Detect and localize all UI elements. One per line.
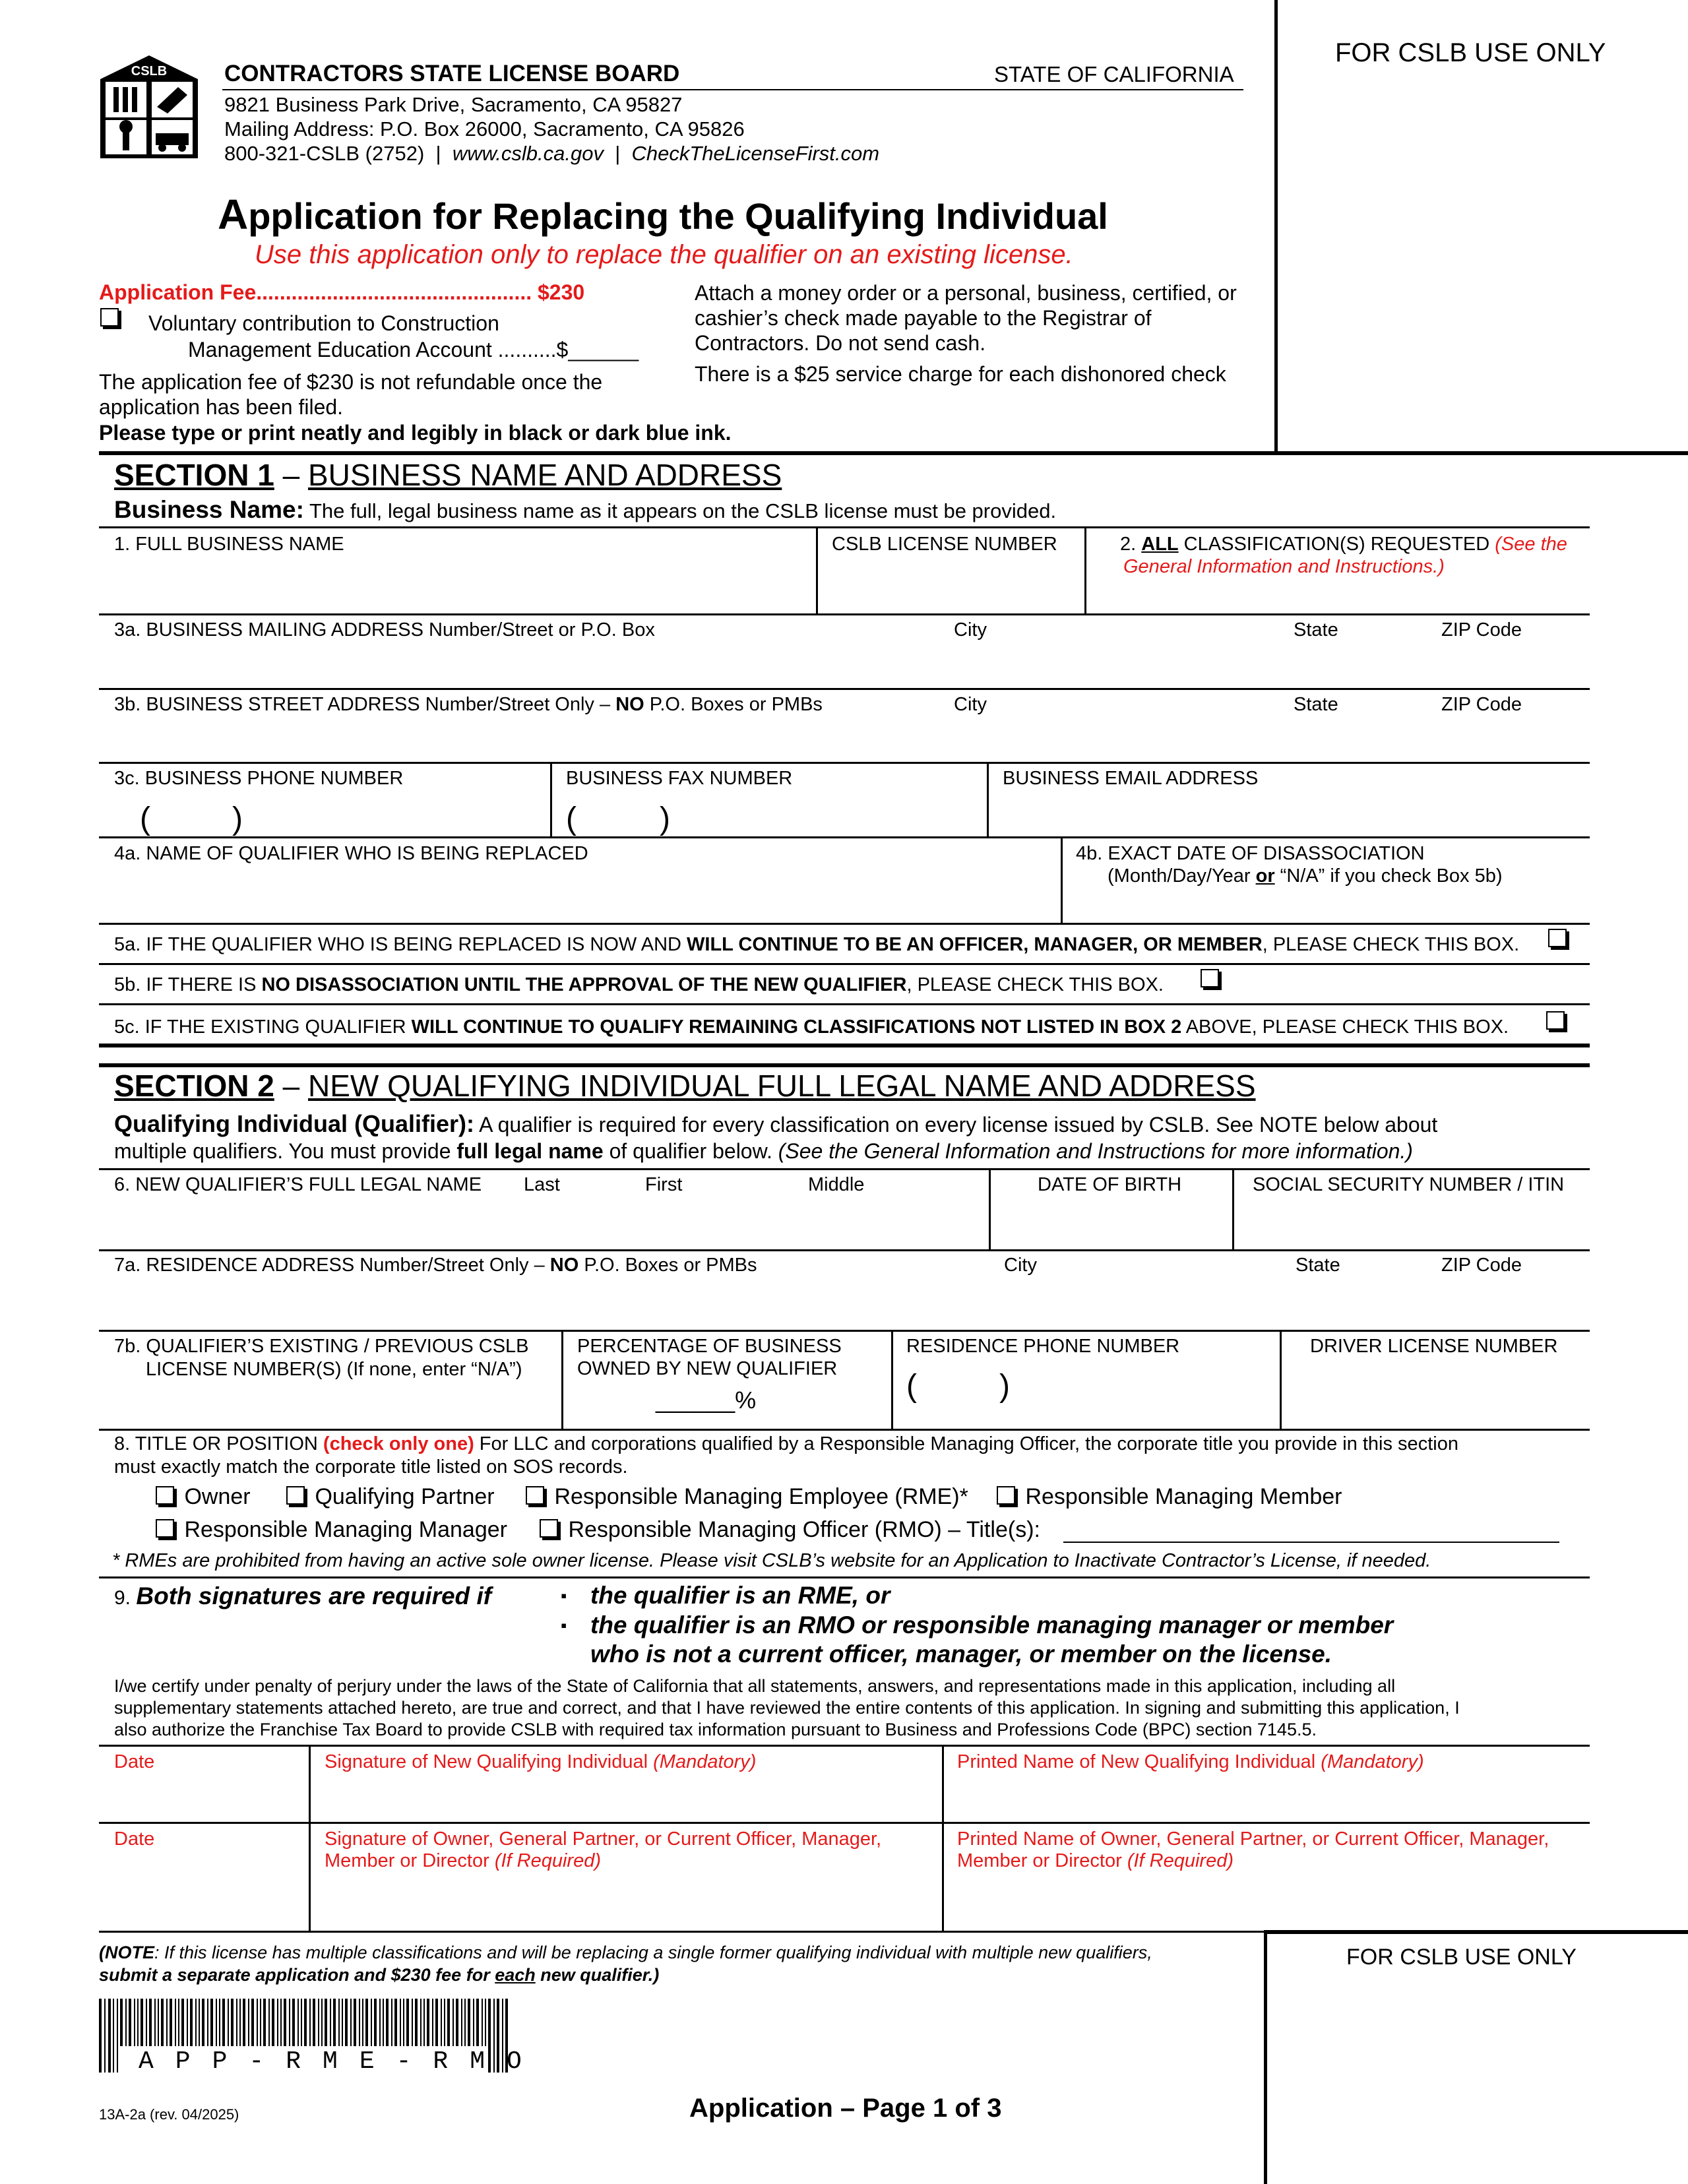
owner-date-input[interactable] <box>106 1854 303 1926</box>
cslb-use-box-bottom-border <box>1264 1930 1267 2184</box>
box-5a-checkbox[interactable] <box>1548 931 1571 950</box>
classifications-prefix: 2. <box>1120 534 1142 555</box>
new-qualifier-name-input[interactable] <box>106 1197 976 1247</box>
mailing-address-label: 3a. BUSINESS MAILING ADDRESS Number/Street or P.O. Box <box>114 619 655 640</box>
form-title <box>218 190 1108 239</box>
row-rule <box>99 1822 1590 1824</box>
existing-license-label-line1: 7b. QUALIFIER’S EXISTING / PREVIOUS CSLB <box>114 1336 529 1357</box>
owner-printed-name-label-line2 <box>957 1850 1234 1872</box>
box-5b-label <box>114 974 1164 996</box>
note-label: NOTE <box>105 1943 155 1962</box>
col-divider <box>1232 1168 1234 1249</box>
certification-line1: I/we certify under penalty of perjury under the laws of the State of California that all statements, answers, and representations made in this application, including all <box>114 1676 1396 1696</box>
box-5a-post: , PLEASE CHECK THIS BOX. <box>1262 934 1520 955</box>
row-rule <box>99 1931 1265 1933</box>
row-rule <box>99 1330 1590 1332</box>
residence-phone-paren-open: ( <box>906 1369 917 1404</box>
rmo-title-input[interactable] <box>1063 1542 1559 1543</box>
row-rule <box>99 1576 1590 1578</box>
agency-contacts <box>224 141 879 166</box>
certification-line3: also authorize the Franchise Tax Board to provide CSLB with required tax information pursuant to Business and Professions Code (BPC) section 7145.5. <box>114 1720 1317 1739</box>
mailing-city-label: City <box>954 619 987 640</box>
note2-pre: submit a separate application and $230 fee for <box>99 1965 495 1985</box>
row-rule <box>99 762 1590 764</box>
section1-number: SECTION 1 <box>114 458 274 492</box>
row-rule <box>99 613 1590 615</box>
row-rule <box>99 526 1590 528</box>
business-name-intro <box>114 496 1056 524</box>
managing-manager-label: Responsible Managing Manager <box>184 1517 507 1542</box>
ownership-percentage-label-line1: PERCENTAGE OF BUSINESS <box>577 1336 842 1357</box>
agency-name: CONTRACTORS STATE LICENSE BOARD <box>224 61 680 86</box>
disassociation-date-input[interactable] <box>1069 889 1583 919</box>
new-qualifier-name-label: 6. NEW QUALIFIER’S FULL LEGAL NAME <box>114 1174 482 1195</box>
row-rule <box>99 1429 1590 1431</box>
existing-license-input[interactable] <box>106 1383 554 1425</box>
section2-top-rule <box>99 1044 1590 1047</box>
street-zip-label: ZIP Code <box>1441 694 1522 715</box>
residence-state-label: State <box>1296 1255 1340 1276</box>
cslb-use-only-top: FOR CSLB USE ONLY <box>1335 38 1606 67</box>
title-position-post: For LLC and corporations qualified by a Responsible Managing Officer, the corporate title you provide in this section <box>474 1433 1458 1454</box>
rmo-option[interactable] <box>540 1517 1040 1543</box>
title-position-line2: must exactly match the corporate title listed on SOS records. <box>114 1456 628 1478</box>
box-5c-checkbox[interactable] <box>1546 1014 1569 1032</box>
phone-paren-open: ( <box>140 801 150 836</box>
payment-instructions-line2: cashier’s check made payable to the Registrar of <box>695 306 1152 330</box>
payment-instructions-line3: Contractors. Do not send cash. <box>695 331 986 355</box>
qualifier-intro-line2 <box>114 1139 1413 1164</box>
form-revision: 13A-2a (rev. 04/2025) <box>99 2106 239 2123</box>
col-divider <box>987 762 989 836</box>
street-address-no: NO <box>615 694 644 715</box>
box-5c-post: ABOVE, PLEASE CHECK THIS BOX. <box>1181 1016 1509 1038</box>
qualifier-intro <box>114 1110 1437 1138</box>
business-fax-input[interactable] <box>557 792 980 834</box>
note-text: : If this license has multiple classifications and will be replacing a single former qualifying individual with multiple new qualifiers, <box>154 1943 1152 1962</box>
box-5b-bold: NO DISASSOCIATION UNTIL THE APPROVAL OF THE NEW QUALIFIER <box>261 974 907 995</box>
box-5c-pre: 5c. IF THE EXISTING QUALIFIER <box>114 1016 412 1038</box>
date-of-birth-label: DATE OF BIRTH <box>1038 1174 1182 1195</box>
owner-date-label: Date <box>114 1828 155 1850</box>
new-qualifier-signature-label <box>325 1751 756 1773</box>
last-name-label: Last <box>524 1174 560 1195</box>
row-rule <box>99 1168 1590 1170</box>
signatures-required-title: Both signatures are required if <box>136 1582 492 1609</box>
middle-name-label: Middle <box>808 1174 865 1195</box>
street-city-label: City <box>954 694 987 715</box>
qualifier-intro-line2-pre: multiple qualifiers. You must provide <box>114 1139 457 1163</box>
owner-signature-text: Member or Director <box>325 1850 495 1871</box>
col-divider <box>309 1745 311 1931</box>
date-of-birth-input[interactable] <box>996 1197 1227 1247</box>
first-name-label: First <box>645 1174 683 1195</box>
signatures-required-number: 9. <box>114 1587 131 1609</box>
street-address-prefix: 3b. BUSINESS STREET ADDRESS Number/Street Only – <box>114 694 616 715</box>
rmo-label: Responsible Managing Officer (RMO) – Title(s): <box>568 1517 1040 1542</box>
owner-signature-label-line1: Signature of Owner, General Partner, or Current Officer, Manager, <box>325 1828 882 1850</box>
signatures-condition-rmo-cont: who is not a current officer, manager, or member on the license. <box>590 1640 1332 1668</box>
owner-signature-label-line2 <box>325 1850 601 1872</box>
new-qualifier-signature-text: Signature of New Qualifying Individual <box>325 1751 654 1772</box>
rme-note: * RMEs are prohibited from having an active sole owner license. Please visit CSLB’s website for an Application to Inactivate Contractor’s License, if needed. <box>112 1550 1431 1571</box>
logo-text: CSLB <box>131 64 168 78</box>
row-rule <box>99 1249 1590 1251</box>
fax-paren-close: ) <box>660 801 670 836</box>
qualifying-partner-checkbox[interactable] <box>286 1486 305 1505</box>
col-divider <box>1280 1330 1282 1429</box>
qualifying-partner-label: Qualifying Partner <box>315 1484 495 1509</box>
business-name-label: Business Name: <box>114 496 304 523</box>
separator: | <box>615 142 621 165</box>
business-phone-label: 3c. BUSINESS PHONE NUMBER <box>114 768 404 789</box>
qualifier-replaced-name-input[interactable] <box>106 867 1055 920</box>
section2-number: SECTION 2 <box>114 1069 274 1103</box>
rme-option[interactable] <box>526 1484 968 1510</box>
street-address-label <box>114 693 823 716</box>
existing-license-label-line2: LICENSE NUMBER(S) (If none, enter “N/A”) <box>146 1359 522 1380</box>
row-rule <box>99 1003 1590 1005</box>
cslb-use-box-bottom-border <box>1264 1930 1688 1934</box>
section1-title: BUSINESS NAME AND ADDRESS <box>307 458 782 492</box>
full-business-name-label: 1. FULL BUSINESS NAME <box>114 534 344 555</box>
owner-checkbox[interactable] <box>156 1486 174 1505</box>
title-position-label <box>114 1433 1458 1455</box>
new-qualifier-printed-name-text: Printed Name of New Qualifying Individual <box>957 1751 1321 1772</box>
managing-manager-checkbox[interactable] <box>156 1519 174 1538</box>
street-state-label: State <box>1294 694 1338 715</box>
ink-instructions: Please type or print neatly and legibly in black or dark blue ink. <box>99 421 732 445</box>
qualifier-intro-line2-bold: full legal name <box>456 1139 604 1163</box>
signatures-condition-rme: the qualifier is an RME, or <box>590 1582 891 1609</box>
state-label: STATE OF CALIFORNIA <box>994 62 1234 86</box>
row-rule <box>99 1745 1590 1747</box>
qualifying-partner-option[interactable] <box>286 1484 495 1510</box>
application-fee-label: Application Fee............................................... <box>99 280 532 304</box>
box-5a-label <box>114 933 1519 956</box>
multiple-qualifiers-note-line1 <box>99 1943 1152 1963</box>
owner-printed-name-label-line1: Printed Name of Owner, General Partner, or Current Officer, Manager, <box>957 1828 1549 1850</box>
cslb-use-only-bottom: FOR CSLB USE ONLY <box>1346 1945 1577 1970</box>
qualifier-date-label: Date <box>114 1751 155 1772</box>
classifications-text: CLASSIFICATION(S) REQUESTED <box>1178 534 1495 555</box>
mandatory-tag: (Mandatory) <box>653 1751 757 1772</box>
section2-heading <box>114 1069 1256 1103</box>
qualifier-date-input[interactable] <box>106 1774 303 1821</box>
residence-address-input[interactable] <box>106 1278 1583 1326</box>
fee-refund-line2: application has been filed. <box>99 395 344 419</box>
agency-address: 9821 Business Park Drive, Sacramento, CA 95827 <box>224 93 683 116</box>
ssn-itin-label: SOCIAL SECURITY NUMBER / ITIN <box>1253 1174 1565 1195</box>
separator: | <box>435 142 441 165</box>
box-5b-post: , PLEASE CHECK THIS BOX. <box>906 974 1164 995</box>
business-mailing-address-input[interactable] <box>106 643 1583 686</box>
owner-label: Owner <box>184 1484 251 1509</box>
col-divider <box>1061 836 1063 923</box>
residence-address-post: P.O. Boxes or PMBs <box>578 1255 757 1276</box>
voluntary-contribution-checkbox[interactable] <box>100 311 123 329</box>
section2-title: NEW QUALIFYING INDIVIDUAL FULL LEGAL NAME AND ADDRESS <box>307 1069 1256 1103</box>
note2-post: new qualifier.) <box>535 1965 660 1985</box>
residence-address-no: NO <box>549 1255 579 1276</box>
residence-address-pre: 7a. RESIDENCE ADDRESS Number/Street Only – <box>114 1255 550 1276</box>
title-position-check-one: (check only one) <box>323 1433 474 1454</box>
mailing-zip-label: ZIP Code <box>1441 619 1522 640</box>
business-phone-input[interactable] <box>106 792 541 834</box>
rme-checkbox[interactable] <box>526 1486 544 1505</box>
box-5c-label <box>114 1016 1509 1038</box>
owner-option[interactable] <box>156 1484 251 1510</box>
qualifier-intro-line2-mid: of qualifier below. <box>603 1139 778 1163</box>
row-rule <box>99 923 1590 925</box>
row-rule <box>99 963 1590 965</box>
disassociation-hint-post: “N/A” if you check Box 5b) <box>1274 865 1503 887</box>
owner-printed-name-input[interactable] <box>950 1877 1583 1926</box>
business-email-input[interactable] <box>994 792 1581 834</box>
page-number: Application – Page 1 of 3 <box>689 2094 1002 2123</box>
cslb-license-number-label: CSLB LICENSE NUMBER <box>832 534 1057 555</box>
disassociation-date-hint <box>1108 865 1503 887</box>
classifications-input[interactable] <box>1092 580 1580 610</box>
col-divider <box>1084 526 1086 614</box>
mandatory-tag: (Mandatory) <box>1321 1751 1424 1772</box>
note2-each: each <box>495 1965 536 1985</box>
form-title-main: pplication for Replacing the Qualifying Individual <box>248 195 1108 237</box>
new-qualifier-printed-name-input[interactable] <box>950 1774 1583 1821</box>
if-required-tag: (If Required) <box>1127 1850 1234 1871</box>
residence-phone-label: RESIDENCE PHONE NUMBER <box>906 1336 1180 1357</box>
rmm-checkbox[interactable] <box>997 1486 1015 1505</box>
residence-phone-input[interactable] <box>898 1359 1274 1425</box>
business-email-label: BUSINESS EMAIL ADDRESS <box>1003 768 1259 789</box>
header-rule <box>222 89 1243 90</box>
disassociation-date-label: 4b. EXACT DATE OF DISASSOCIATION <box>1076 843 1425 864</box>
residence-phone-paren-close: ) <box>999 1369 1010 1404</box>
website-link[interactable]: www.cslb.ca.gov <box>452 142 604 165</box>
rmm-label: Responsible Managing Member <box>1025 1484 1342 1509</box>
voluntary-contribution-line1: Voluntary contribution to Construction <box>148 311 499 335</box>
cslb-use-box-border <box>1274 0 1278 455</box>
full-business-name-input[interactable] <box>106 561 805 607</box>
col-divider <box>816 526 818 614</box>
business-name-text: The full, legal business name as it appears on the CSLB license must be provided. <box>303 499 1057 522</box>
qualifier-intro-line2-italic: (See the General Information and Instructions for more information.) <box>778 1139 1413 1163</box>
mailing-state-label: State <box>1294 619 1338 640</box>
ssn-itin-input[interactable] <box>1240 1197 1583 1247</box>
section1-dash: – <box>274 458 308 492</box>
agency-mailing-address: Mailing Address: P.O. Box 26000, Sacramento, CA 95826 <box>224 117 745 140</box>
col-divider <box>989 1168 991 1249</box>
rmm-option[interactable] <box>997 1484 1342 1510</box>
multiple-qualifiers-note-line2 <box>99 1965 659 1985</box>
box-5b-pre: 5b. IF THERE IS <box>114 974 262 995</box>
rmo-checkbox[interactable] <box>540 1519 558 1538</box>
signatures-required-heading <box>114 1582 491 1610</box>
disassociation-hint-pre: (Month/Day/Year <box>1108 865 1256 887</box>
form-title-initial: A <box>218 191 249 238</box>
application-fee <box>99 280 584 305</box>
residence-city-label: City <box>1004 1255 1037 1276</box>
payment-instructions-line1: Attach a money order or a personal, business, certified, or <box>695 281 1237 305</box>
check-license-link[interactable]: CheckTheLicenseFirst.com <box>631 142 880 165</box>
application-fee-amount: $230 <box>538 280 585 304</box>
driver-license-input[interactable] <box>1288 1359 1584 1425</box>
qualifier-intro-text: A qualifier is required for every classification on every license issued by CSLB. See NOTE below about <box>474 1113 1438 1137</box>
box-5b-checkbox[interactable] <box>1201 972 1223 990</box>
box-5a-bold: WILL CONTINUE TO BE AN OFFICER, MANAGER, OR MEMBER <box>687 934 1263 955</box>
voluntary-contribution-line2: Management Education Account ..........$______ <box>188 338 639 361</box>
row-rule <box>99 688 1590 690</box>
owner-signature-input[interactable] <box>317 1877 937 1926</box>
bullet: ▪ <box>561 1615 567 1635</box>
section1-heading <box>114 458 782 492</box>
phone-paren-close: ) <box>232 801 243 836</box>
cslb-logo <box>99 54 199 158</box>
signatures-condition-rmo: the qualifier is an RMO or responsible managing manager or member <box>590 1611 1394 1638</box>
new-qualifier-printed-name-label <box>957 1751 1424 1773</box>
col-divider <box>550 762 552 836</box>
service-charge-note: There is a $25 service charge for each dishonored check <box>695 362 1226 386</box>
cslb-license-number-input[interactable] <box>823 561 1074 607</box>
driver-license-label: DRIVER LICENSE NUMBER <box>1310 1336 1558 1357</box>
owner-printed-name-text: Member or Director <box>957 1850 1127 1871</box>
ownership-percentage-input[interactable]: ______% <box>656 1387 757 1414</box>
residence-zip-label: ZIP Code <box>1441 1255 1522 1276</box>
note-paren: ( <box>99 1943 105 1962</box>
form-subtitle: Use this application only to replace the qualifier on an existing license. <box>255 240 1073 269</box>
box-5a-pre: 5a. IF THE QUALIFIER WHO IS BEING REPLACED IS NOW AND <box>114 934 687 955</box>
classifications-see-instructions: General Information and Instructions.) <box>1123 556 1445 577</box>
fee-refund-line1: The application fee of $230 is not refundable once the <box>99 370 603 394</box>
classifications-see: (See the <box>1495 534 1567 555</box>
qualifier-replaced-name-label: 4a. NAME OF QUALIFIER WHO IS BEING REPLACED <box>114 843 588 864</box>
col-divider <box>561 1330 563 1429</box>
barcode-text: APP-RME-RMO <box>139 2047 544 2076</box>
fax-paren-open: ( <box>566 801 577 836</box>
row-rule <box>99 836 1590 838</box>
col-divider <box>891 1330 893 1429</box>
section2-top-rule <box>99 1063 1590 1067</box>
street-address-post: P.O. Boxes or PMBs <box>644 694 823 715</box>
managing-manager-option[interactable] <box>156 1517 507 1543</box>
new-qualifier-signature-input[interactable] <box>317 1774 937 1821</box>
ownership-percentage-label-line2: OWNED BY NEW QUALIFIER <box>577 1358 838 1379</box>
business-street-address-input[interactable] <box>106 718 1583 761</box>
rme-label: Responsible Managing Employee (RME)* <box>554 1484 968 1509</box>
if-required-tag: (If Required) <box>494 1850 601 1871</box>
col-divider <box>942 1745 944 1931</box>
residence-address-label <box>114 1254 757 1276</box>
box-5c-bold: WILL CONTINUE TO QUALIFY REMAINING CLASSIFICATIONS NOT LISTED IN BOX 2 <box>411 1016 1182 1038</box>
agency-phone: 800-321-CSLB (2752) <box>224 142 425 165</box>
classifications-label <box>1120 533 1567 555</box>
title-position-pre: 8. TITLE OR POSITION <box>114 1433 323 1454</box>
section1-top-rule <box>99 451 1688 455</box>
qualifier-intro-label: Qualifying Individual (Qualifier): <box>114 1110 475 1137</box>
bullet: ▪ <box>561 1586 567 1606</box>
section2-dash: – <box>274 1069 308 1103</box>
classifications-all: ALL <box>1141 534 1179 555</box>
certification-line2: supplementary statements attached hereto, are true and correct, and that I have reviewed the entire contents of this application. In signing and submitting this application, I <box>114 1698 1460 1718</box>
disassociation-hint-or: or <box>1255 865 1275 887</box>
business-fax-label: BUSINESS FAX NUMBER <box>566 768 793 789</box>
